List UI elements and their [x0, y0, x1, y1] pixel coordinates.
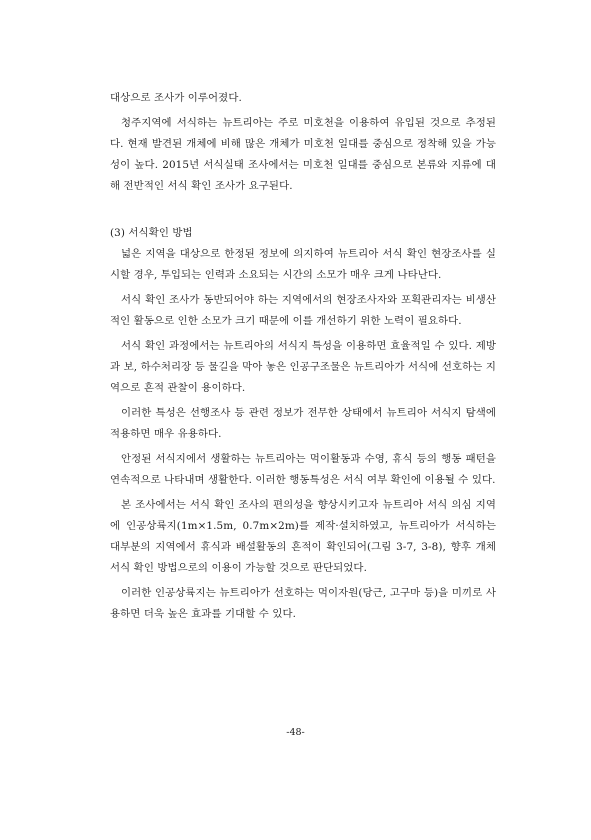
- paragraph-survey-cost: 넓은 지역을 대상으로 한정된 정보에 의지하여 뉴트리아 서식 확인 현장조사를 실시할 경우, 투입되는 인력과 소요되는 시간의 소모가 매우 크게 나타난다.: [110, 248, 496, 281]
- paragraph-habitat-features: 서식 확인 과정에서는 뉴트리아의 서식지 특성을 이용하면 효율적일 수 있다. 제방과 보, 하수처리장 등 물길을 막아 놓은 인공구조물은 뉴트리아가 서식에 선호하는 지역으로 흔적 관찰이 용이하다.: [110, 340, 496, 394]
- paragraph-bait-effect: 이러한 인공상륙지는 뉴트리아가 선호하는 먹이자원(당근, 고구마 등)을 미끼로 사용하면 더욱 높은 효과를 기대할 수 있다.: [110, 587, 496, 620]
- paragraph-improvement-need: 서식 확인 조사가 동반되어야 하는 지역에서의 현장조사자와 포획관리자는 비생산적인 활동으로 인한 소모가 크기 때문에 이를 개선하기 위한 노력이 필요하다.: [110, 294, 496, 327]
- paragraph-behavior-pattern: 안정된 서식지에서 생활하는 뉴트리아는 먹이활동과 수영, 휴식 등의 행동 패턴을 연속적으로 나타내며 생활한다. 이러한 행동특성은 서식 여부 확인에 이용될 수 있다.: [110, 453, 496, 486]
- document-body: [110, 88, 496, 625]
- page-number: -48-: [286, 727, 305, 738]
- section-heading: (3) 서식확인 방법: [110, 227, 193, 239]
- paragraph-cheongju-inflow: 청주지역에 서식하는 뉴트리아는 주로 미호천을 이용하여 유입된 것으로 추정된다. 현재 발견된 개체에 비해 많은 개체가 미호천 일대를 중심으로 정착해 있을 가능성이 높다. 2015년 서식실태 조사에서는 미호천 일대를 중심으로 본류와 지류에 대해 전반적인 서식 확인 조사가 요구된다.: [110, 117, 496, 192]
- paragraph-usefulness: 이러한 특성은 선행조사 등 관련 정보가 전무한 상태에서 뉴트리아 서식지 탐색에 적용하면 매우 유용하다.: [110, 407, 496, 440]
- paragraph-artificial-landing: 본 조사에서는 서식 확인 조사의 편의성을 향상시키고자 뉴트리아 서식 의심 지역에 인공상륙지(1m×1.5m, 0.7m×2m)를 제작·설치하였고, 뉴트리아가 서식하는 대부분의 지역에서 휴식과 배설활동의 흔적이 확인되어(그림 3-7, 3-8), 향후 개체 서식 확인 방법으로의 이용이 가능할 것으로 판단되었다.: [110, 499, 496, 574]
- paragraph-continuation: 대상으로 조사가 이루어졌다.: [110, 92, 242, 104]
